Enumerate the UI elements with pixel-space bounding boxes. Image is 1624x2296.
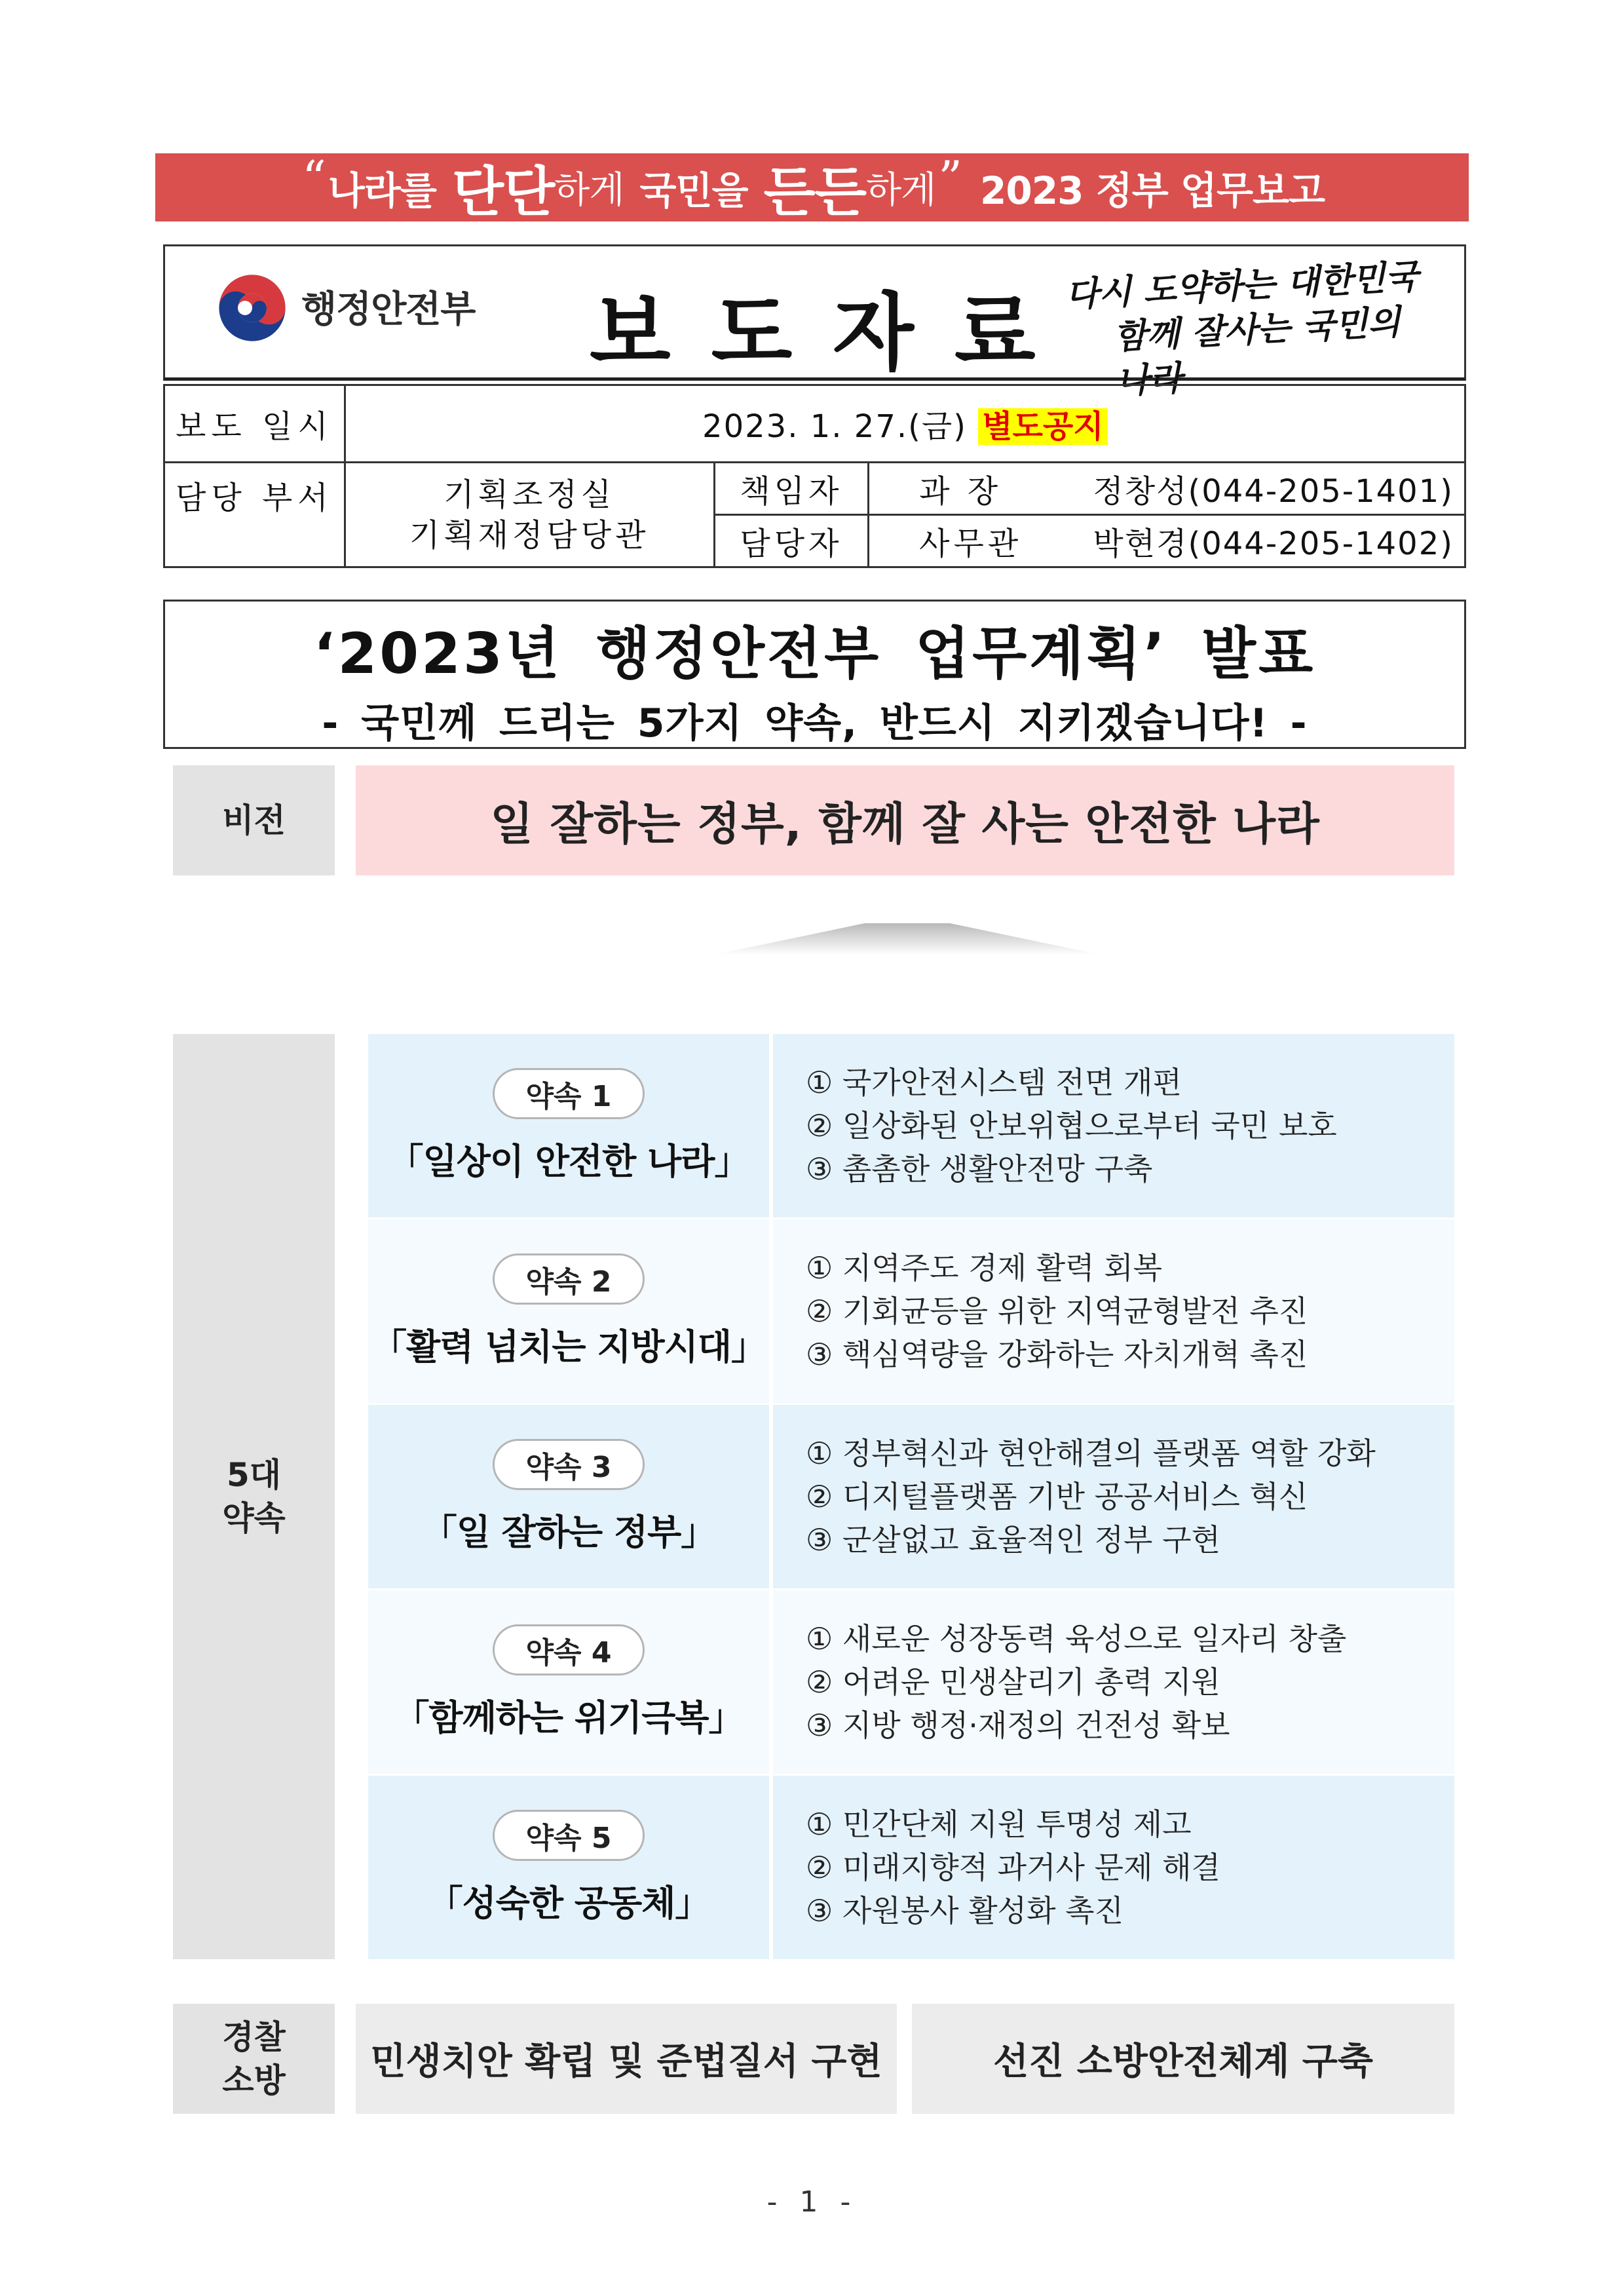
banner-part4: 국민을 (639, 168, 748, 213)
promise-badge: 약속 5 (493, 1810, 645, 1861)
promise-row (368, 1219, 1454, 1403)
promise-point: ③ 지방 행정·재정의 건전성 확보 (806, 1708, 1230, 1743)
staff-person: 박현경(044-205-1402) (1093, 526, 1454, 562)
resp-contact (869, 463, 1465, 515)
slogan-line-1: 다시 도약하는 대한민국 (1065, 256, 1420, 315)
promise-point: ③ 핵심역량을 강화하는 자치개혁 촉진 (806, 1337, 1308, 1372)
promise-point: ① 민간단체 지원 투명성 제고 (806, 1807, 1192, 1842)
promise-badge: 약속 4 (493, 1624, 645, 1675)
promise-points (773, 1590, 1454, 1774)
slogan-line-2: 함께 잘사는 국민의 나라 (1112, 302, 1402, 402)
date-label: 보도 일시 (164, 385, 345, 463)
banner-part7: 2023 정부 업무보고 (980, 168, 1325, 213)
promise-badge: 약속 1 (493, 1068, 645, 1119)
promise-badge: 약속 3 (493, 1439, 645, 1490)
resp-label: 책임자 (714, 463, 868, 515)
ministry-name: 행정안전부 (301, 288, 476, 331)
close-quote-glyph: ” (938, 151, 962, 206)
resp-role: 과 장 (919, 473, 1002, 510)
headline-subtitle: - 국민께 드리는 5가지 약속, 반드시 지키겠습니다! - (322, 700, 1308, 746)
police-label-line-1: 경찰 (222, 2018, 286, 2056)
promise-heading (368, 1405, 769, 1588)
press-release-title: 보도자료 (590, 284, 1076, 382)
headline-title: ‘2023년 행정안전부 업무계획’ 발표 (313, 621, 1316, 687)
promise-title: 「함께하는 위기극복」 (394, 1696, 744, 1738)
dept-label: 담당 부서 (164, 463, 345, 567)
promise-point: ③ 자원봉사 활성화 촉진 (806, 1893, 1124, 1928)
up-arrow-icon (714, 921, 1101, 960)
promise-point: ② 기회균등을 위한 지역균형발전 추진 (806, 1293, 1308, 1329)
date-value-cell (345, 385, 1465, 463)
promise-row (368, 1776, 1454, 1959)
banner-part2: 단단 (451, 161, 555, 223)
dept-line-1: 기획조정실 (444, 476, 616, 513)
vision-label: 비전 (173, 765, 335, 875)
promise-point: ② 어려운 민생살리기 총력 지원 (806, 1664, 1220, 1700)
release-info-table (163, 384, 1466, 568)
promise-heading (368, 1034, 769, 1217)
page-number: - 1 - (766, 2185, 858, 2219)
promise-title: 「활력 넘치는 지방시대」 (371, 1326, 766, 1368)
promise-points (773, 1219, 1454, 1403)
promise-point: ② 일상화된 안보위협으로부터 국민 보호 (806, 1108, 1337, 1143)
promise-title: 「일 잘하는 정부」 (421, 1511, 716, 1553)
promise-point: ① 정부혁신과 현안해결의 플랫폼 역할 강화 (806, 1436, 1376, 1471)
promise-heading (368, 1776, 769, 1959)
promise-heading (368, 1590, 769, 1774)
police-goal: 민생치안 확립 및 준법질서 구현 (356, 2004, 897, 2114)
promises-label (173, 1034, 335, 1959)
banner-part1: 나라를 (328, 168, 436, 213)
promise-points (773, 1776, 1454, 1959)
police-label-line-2: 소방 (222, 2061, 286, 2099)
banner-part5: 든든 (763, 161, 867, 223)
promise-point: ② 디지털플랫폼 기반 공공서비스 혁신 (806, 1479, 1308, 1514)
promise-row (368, 1405, 1454, 1588)
promise-row (368, 1590, 1454, 1774)
staff-label: 담당자 (714, 515, 868, 567)
promise-title: 「성숙한 공동체」 (427, 1882, 710, 1924)
date-badge: 별도공지 (978, 408, 1107, 445)
taegeuk-logo-icon (216, 272, 288, 344)
promise-point: ① 지역주도 경제 활력 회복 (806, 1250, 1163, 1286)
promise-point: ③ 촘촘한 생활안전망 구축 (806, 1151, 1153, 1187)
promises-label-line-2: 약속 (222, 1499, 286, 1537)
promise-points (773, 1034, 1454, 1217)
staff-contact (869, 515, 1465, 567)
open-quote-glyph: “ (301, 151, 326, 206)
promise-point: ① 국가안전시스템 전면 개편 (806, 1065, 1182, 1100)
staff-role: 사무관 (919, 526, 1023, 562)
promise-point: ② 미래지향적 과거사 문제 해결 (806, 1850, 1220, 1885)
promise-row (368, 1034, 1454, 1217)
police-fire-label (173, 2004, 335, 2114)
dept-line-2: 기획재정담당관 (409, 516, 650, 554)
banner-part3: 하게 (554, 169, 624, 212)
promise-heading (368, 1219, 769, 1403)
dept-cell (345, 463, 714, 567)
promise-point: ① 새로운 성장동력 육성으로 일자리 창출 (806, 1621, 1347, 1656)
promise-points (773, 1405, 1454, 1588)
vision-statement: 일 잘하는 정부, 함께 잘 사는 안전한 나라 (356, 765, 1454, 875)
promise-point: ③ 군살없고 효율적인 정부 구현 (806, 1522, 1220, 1558)
headline-box (163, 600, 1466, 749)
banner-part6: 하게 (866, 169, 936, 212)
promises-label-line-1: 5대 (226, 1456, 282, 1494)
fire-goal: 선진 소방안전체계 구축 (912, 2004, 1454, 2114)
date-value: 2023. 1. 27.(금) (702, 408, 967, 445)
report-banner (155, 153, 1469, 221)
resp-person: 정창성(044-205-1401) (1093, 473, 1454, 510)
promise-badge: 약속 2 (493, 1253, 645, 1305)
promise-title: 「일상이 안전한 나라」 (388, 1140, 749, 1182)
